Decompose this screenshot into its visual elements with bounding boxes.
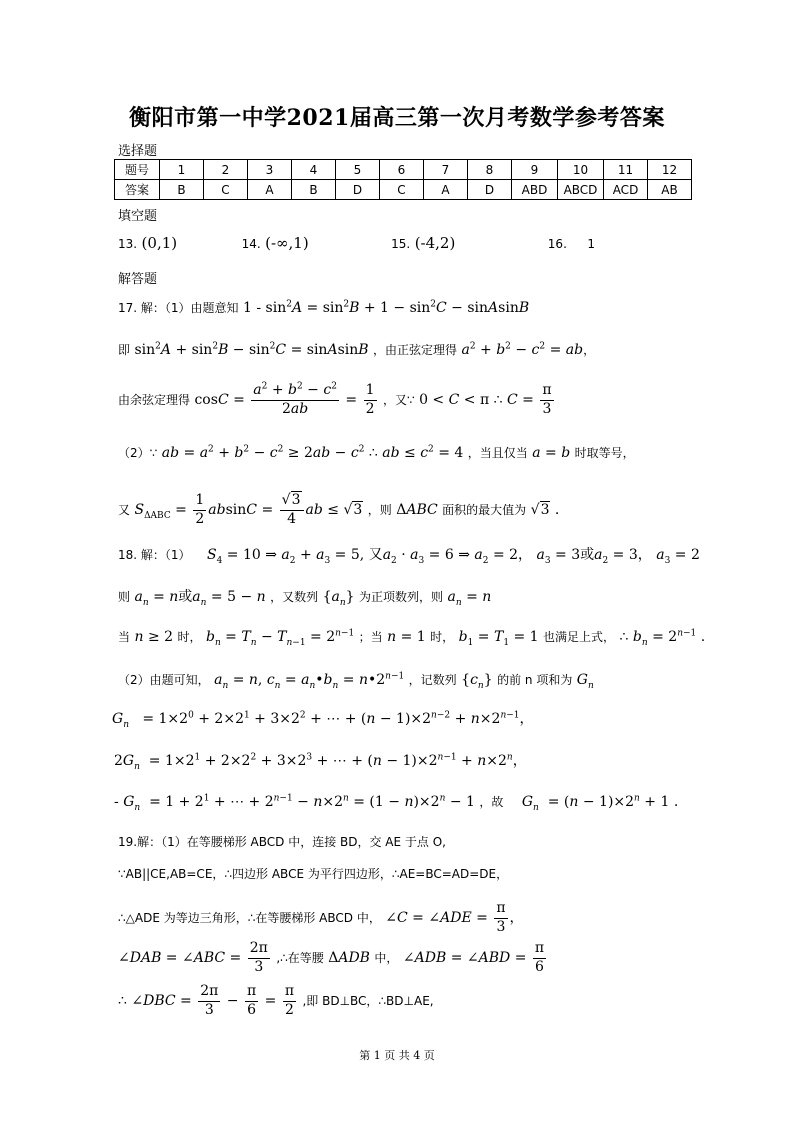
fill-answer: 1 bbox=[587, 237, 595, 251]
text: 当 bbox=[118, 630, 131, 644]
formula: ΔABC bbox=[396, 502, 438, 518]
page-footer: 第 1 页 共 4 页 bbox=[359, 1049, 435, 1062]
text: ，故 bbox=[479, 795, 504, 809]
text: 时， bbox=[430, 630, 455, 644]
document-title: 衡阳市第一中学2021届高三第一次月考数学参考答案 bbox=[129, 105, 665, 131]
q18-line-5 bbox=[112, 710, 534, 730]
q17-line-4 bbox=[118, 446, 635, 460]
q17-line-2: 即 $\sin^2A + \sin^2B - \sin^2C$ = sinAsinB ，由正弦定理得 $a^2 + b^2 - c^2$ = ab， bbox=[118, 341, 596, 358]
formula: $G_n = (n - 1)\times 2^n + 1$ . bbox=[521, 793, 679, 813]
section-solve-label: 解答题 bbox=[118, 272, 158, 287]
q19-line-2: ∵AB||CE,AB=CE，∴四边形 ABCE 为平行四边形，∴AE=BC=AD=DE， bbox=[118, 867, 509, 881]
fill-answer: (0,1) bbox=[141, 234, 178, 252]
formula: n ≥ 2 bbox=[134, 629, 174, 645]
table-row-numbers bbox=[115, 160, 692, 180]
formula: $a_n = n$ bbox=[134, 589, 179, 608]
formula: $1 - \sin^2A = \sin^2B + 1 - \sin^2C$ − sinAsinB bbox=[243, 299, 530, 316]
q18-line-7 bbox=[114, 793, 679, 813]
table-cell: 8 bbox=[468, 160, 512, 180]
table-cell: 12 bbox=[648, 160, 692, 180]
fill-answer: (-∞,1) bbox=[265, 234, 309, 252]
formula: $G_n$ bbox=[576, 672, 594, 691]
formula: ΔADB bbox=[328, 950, 370, 966]
q18-line-1 bbox=[118, 547, 700, 566]
table-cell: ABCD bbox=[558, 180, 604, 200]
text: ；当 bbox=[358, 630, 383, 644]
table-cell: 6 bbox=[380, 160, 424, 180]
table-cell: B bbox=[160, 180, 204, 200]
answer-table bbox=[114, 159, 692, 200]
formula: $a_n = n$, $c_n$ = $a_n•b_n$ = $n•2^{n-1}$ bbox=[214, 671, 405, 691]
text: ，当且仅当 bbox=[467, 446, 528, 460]
formula: $\sin^2A + \sin^2B - \sin^2C$ = sinAsinB bbox=[134, 341, 369, 358]
table-cell: 11 bbox=[604, 160, 648, 180]
q19-line-3 bbox=[118, 900, 524, 936]
table-cell: C bbox=[204, 180, 248, 200]
text: 中， bbox=[374, 951, 399, 965]
formula: $a_n = 5 - n$ bbox=[192, 589, 266, 608]
formula: $S_{\Delta ABC}$ = $\frac{1}{2}$ absinC = $\frac{√3}{4}$ ab ≤ √3 bbox=[134, 492, 363, 527]
text: ，则 bbox=[367, 503, 392, 517]
text: 为正项数列，则 bbox=[359, 590, 444, 604]
text: ,即 BD⊥BC，∴BD⊥AE, bbox=[302, 994, 434, 1008]
table-cell: 9 bbox=[512, 160, 558, 180]
formula: $\{c_n\}$ bbox=[461, 672, 493, 691]
formula: √3 . bbox=[530, 502, 560, 518]
text: 也满足上式， bbox=[543, 630, 616, 644]
table-cell: 1 bbox=[160, 160, 204, 180]
q18-line-2 bbox=[118, 589, 492, 608]
text: ，又数列 bbox=[270, 590, 319, 604]
text: （2）∵ bbox=[118, 446, 158, 460]
q19-line-5 bbox=[118, 983, 434, 1019]
formula: ab = $a^2 + b^2 - c^2 \ge 2ab - c^2$ ∴ ab ≤ $c^2 = 4$ bbox=[161, 444, 464, 461]
fill-number: 14. bbox=[241, 237, 261, 251]
q18-line-6 bbox=[114, 752, 527, 772]
table-cell: A bbox=[424, 180, 468, 200]
formula: $b_n = T_n - T_{n-1} = 2^{n-1}$ bbox=[205, 628, 355, 648]
formula: 0 < C < π ∴ C = $\frac{\pi}{3}$ bbox=[419, 382, 552, 417]
formula: $S_4 = 10$ ⇒ $a_2 + a_3 = 5$, 又$a_2 \cdot a_3 = 6$ ⇒ $a_2 = 2$， $a_3 = 3$ bbox=[207, 547, 581, 566]
text: 时取等号， bbox=[574, 446, 635, 460]
q17-line-5 bbox=[118, 492, 559, 528]
q17-head: 17. 解：（1）由题意知 bbox=[118, 301, 239, 315]
formula: ∠C = ∠ADE = $\frac{\pi}{3}$ ， bbox=[385, 900, 524, 935]
formula: ∴ ∠DBC = $\frac{2\pi}{3}$ − $\frac{\pi}{6}$ = $\frac{\pi}{2}$ bbox=[118, 983, 295, 1018]
table-cell: ABD bbox=[512, 180, 558, 200]
q17-line-1 bbox=[118, 301, 529, 315]
fill-number: 15. bbox=[391, 237, 411, 251]
fill-answers-line bbox=[118, 236, 595, 251]
text: 面积的最大值为 bbox=[442, 503, 527, 517]
q18-head: 18. 解：（1） bbox=[118, 548, 191, 562]
formula: $a^2 + b^2 - c^2$ = ab bbox=[461, 341, 584, 358]
text: 又 bbox=[118, 503, 131, 517]
section-choice-label: 选择题 bbox=[118, 144, 158, 159]
text: 由余弦定理得 bbox=[118, 393, 191, 407]
table-cell: 4 bbox=[292, 160, 336, 180]
table-cell: B bbox=[292, 180, 336, 200]
text: 或 bbox=[580, 547, 595, 563]
text: ，又∵ bbox=[382, 393, 415, 407]
table-cell: 2 bbox=[204, 160, 248, 180]
text: 则 bbox=[118, 590, 131, 604]
formula: $a_n = n$ bbox=[447, 589, 492, 608]
table-cell: 7 bbox=[424, 160, 468, 180]
text: 或 bbox=[178, 589, 193, 605]
table-cell: AB bbox=[648, 180, 692, 200]
table-cell: D bbox=[336, 180, 380, 200]
fill-answer: (-4,2) bbox=[414, 234, 456, 252]
table-cell: C bbox=[380, 180, 424, 200]
table-cell: 3 bbox=[248, 160, 292, 180]
fill-number: 13. bbox=[118, 237, 138, 251]
table-cell: D bbox=[468, 180, 512, 200]
section-fill-label: 填空题 bbox=[118, 209, 158, 224]
formula: cosC = $\frac{a^2 + b^2 - c^2}{2ab}$ = $\frac{1}{2}$ bbox=[194, 381, 375, 417]
q19-line-4 bbox=[118, 940, 548, 976]
q18-line-3 bbox=[118, 628, 706, 648]
text: （2）由题可知， bbox=[118, 673, 210, 687]
formula: a = b bbox=[532, 445, 571, 461]
row-label-numbers: 题号 bbox=[115, 160, 160, 180]
text: 时， bbox=[177, 630, 202, 644]
text: ，记数列 bbox=[408, 673, 457, 687]
formula: n = 1 bbox=[387, 629, 426, 645]
fill-number: 16. bbox=[547, 237, 567, 251]
table-cell: ACD bbox=[604, 180, 648, 200]
text: 的前 n 项和为 bbox=[497, 673, 573, 687]
q19-line-1: 19.解：（1）在等腰梯形 ABCD 中，连接 BD，交 AE 于点 O, bbox=[118, 835, 446, 849]
formula: $b_1 = T_1 = 1$ bbox=[458, 629, 539, 648]
text: 即 bbox=[118, 343, 131, 357]
formula: - $G_n = 1 + 2^1$ + ⋯ + $2^{n-1} - n\times 2^n = (1 - n)\times 2^n - 1$ bbox=[114, 793, 475, 813]
text: ∴△ADE 为等边三角形，∴在等腰梯形 ABCD 中， bbox=[118, 911, 381, 925]
table-cell: 5 bbox=[336, 160, 380, 180]
text: ,∴在等腰 bbox=[276, 951, 324, 965]
formula: ∴ $b_n = 2^{n-1}$ . bbox=[619, 628, 706, 648]
formula: ∠DAB = ∠ABC = $\frac{2\pi}{3}$ bbox=[118, 940, 268, 975]
formula: $2G_n = 1\times 2^1 + 2\times 2^2 + 3\times 2^3$ + ⋯ + $(n - 1)\times 2^{n-1} + n\times 2^n$， bbox=[114, 752, 527, 772]
formula: $\{a_n\}$ bbox=[322, 589, 355, 608]
q17-line-3 bbox=[118, 382, 556, 418]
formula: $a_2 = 3$， $a_3 = 2$ bbox=[594, 547, 700, 566]
table-cell: 10 bbox=[558, 160, 604, 180]
row-label-answers: 答案 bbox=[115, 180, 160, 200]
q18-line-4 bbox=[118, 671, 594, 691]
text: ，由正弦定理得 bbox=[373, 343, 458, 357]
table-row-answers bbox=[115, 180, 692, 200]
table-cell: A bbox=[248, 180, 292, 200]
formula: $G_n = 1\times 2^0 + 2\times 2^1 + 3\times 2^2$ + ⋯ + $(n - 1)\times 2^{n-2} + n\times 2^{n-1}$， bbox=[112, 710, 534, 730]
formula: ∠ADB = ∠ABD = $\frac{\pi}{6}$ bbox=[402, 940, 545, 975]
